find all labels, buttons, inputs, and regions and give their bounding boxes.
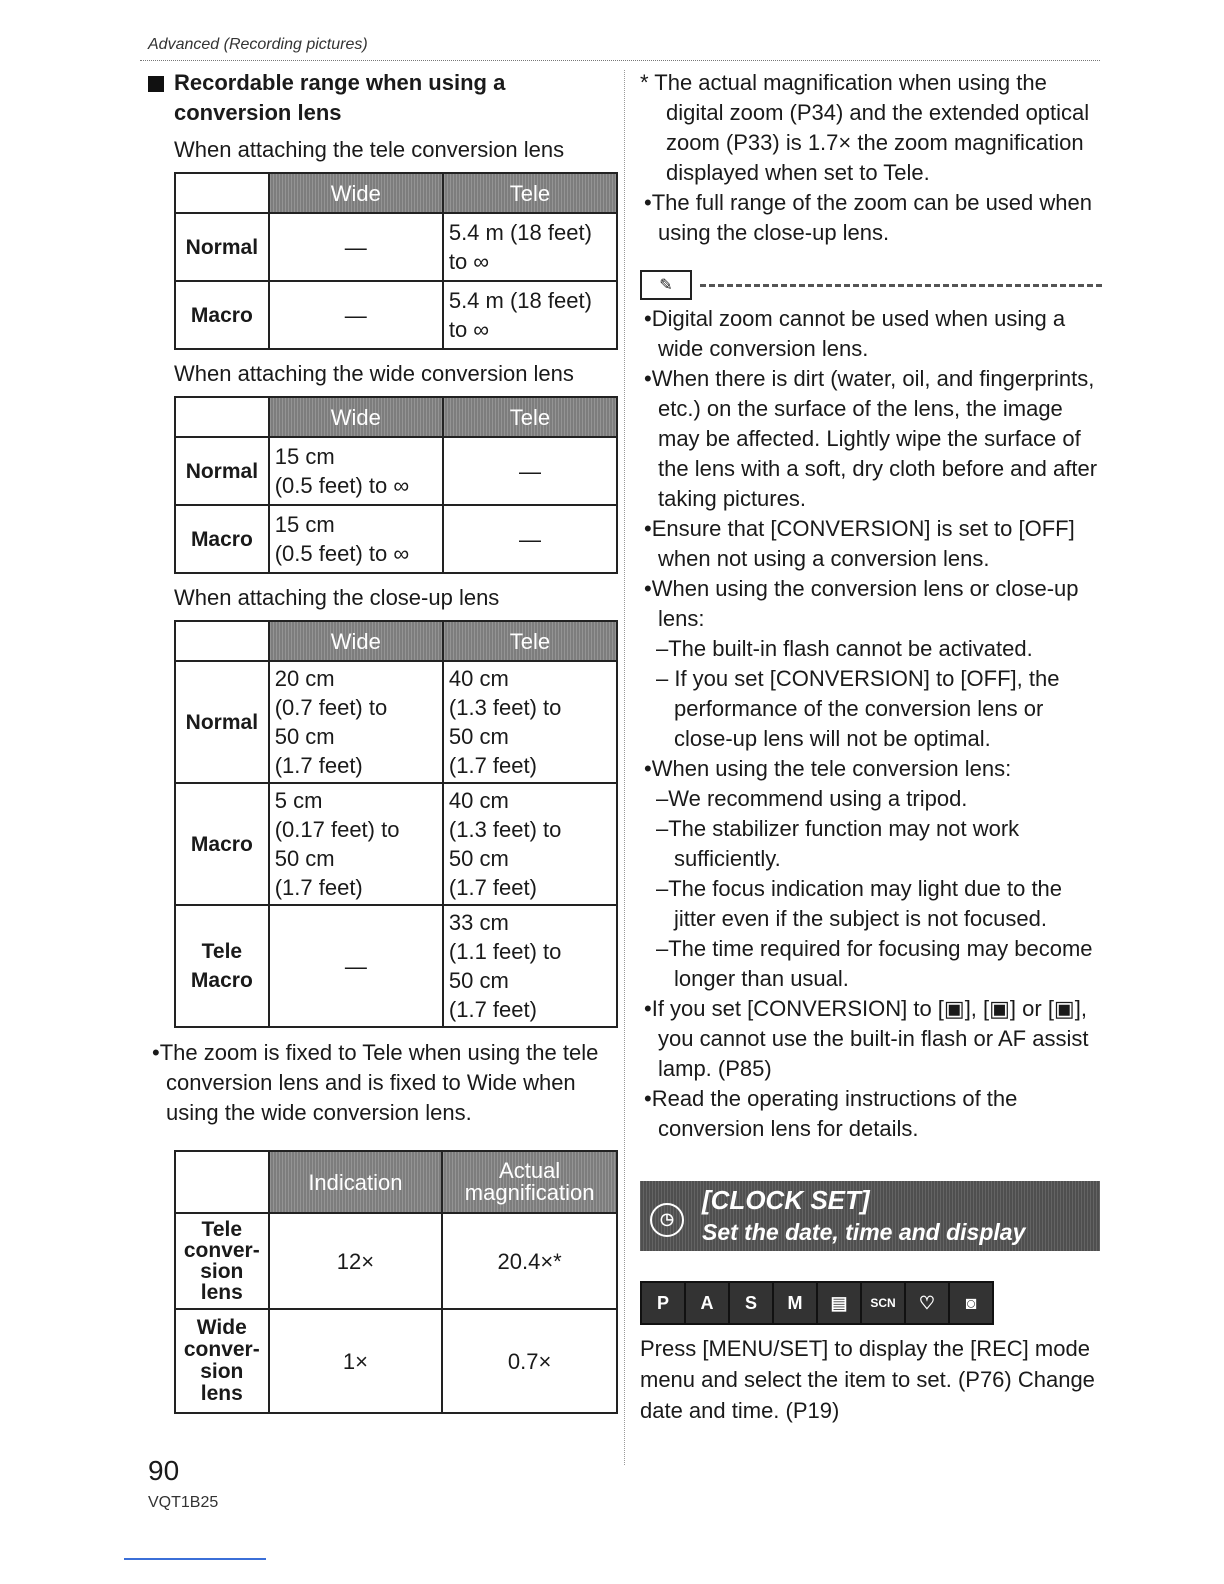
empty-corner [175, 397, 269, 437]
col-header-tele: Tele [443, 621, 617, 661]
cell-line: 15 cm [274, 444, 335, 469]
cell-line: (1.7 feet) [274, 875, 363, 900]
row-label-line: conver- [183, 1239, 260, 1262]
cell [443, 281, 617, 349]
mode-m-icon: M [774, 1283, 818, 1323]
cell-line: 40 cm [448, 666, 509, 691]
table-row [175, 1309, 617, 1413]
cell-line: (0.7 feet) to [274, 695, 388, 720]
cell-line: 5.4 m (18 feet) [448, 220, 592, 245]
closeup-lens-table [174, 620, 618, 1028]
right-column [640, 68, 1102, 1144]
cell [443, 783, 617, 905]
mode-motion-icon: ▤ [818, 1283, 862, 1323]
memo-text: When there is dirt (water, oil, and fingerprints, etc.) on the surface of the lens, the image may be affected. Lightly wipe the surface of the lens with a soft, dry cloth before and after taking pictures. [651, 366, 1098, 511]
press-instructions: Press [MENU/SET] to display the [REC] mode menu and select the item to set. (P76) Change date and time. (P19) [640, 1336, 1095, 1423]
col-header-tele: Tele [443, 173, 617, 213]
row-label: Macro [175, 783, 269, 905]
cell [269, 661, 443, 783]
mode-a-icon: A [686, 1283, 730, 1323]
col-header-wide: Wide [269, 621, 443, 661]
cell-line: 50 cm [448, 724, 509, 749]
memo-subitem: –We recommend using a tripod. [656, 786, 968, 811]
cell-line: 50 cm [448, 968, 509, 993]
full-range-text: The full range of the zoom can be used when using the close-up lens. [651, 190, 1092, 245]
cell-line: 40 cm [448, 788, 509, 813]
memo-item: •When there is dirt (water, oil, and fingerprints, etc.) on the surface of the lens, the image may be affected. Lightly wipe the surface of the lens with a soft, dry cloth before and after taking pictures. [644, 366, 1098, 511]
memo-item: •Read the operating instructions of the conversion lens for details. [644, 1086, 1018, 1141]
memo-subitem: –The stabilizer function may not work sufficiently. [656, 816, 1020, 871]
mode-s-icon: S [730, 1283, 774, 1323]
row-label: Normal [175, 661, 269, 783]
cell: — [269, 905, 443, 1027]
page-number: 90 [148, 1455, 180, 1486]
table-row [175, 905, 617, 1027]
row-label-line: lens [200, 1382, 243, 1405]
memo-subitem: – If you set [CONVERSION] to [OFF], the performance of the conversion lens or close-up lens will not be optimal. [656, 666, 1060, 751]
row-label-line: lens [200, 1281, 243, 1304]
cell-line: (1.7 feet) [448, 997, 537, 1022]
clock-icon: ◷ [650, 1203, 684, 1237]
memo-item: •Digital zoom cannot be used when using a wide conversion lens. [644, 306, 1066, 361]
memo-subitem: –The built-in flash cannot be activated. [656, 636, 1033, 661]
memo-item: •When using the conversion lens or close-up lens: [644, 576, 1079, 631]
cell-line: (1.3 feet) to [448, 817, 562, 842]
cell-line: (1.1 feet) to [448, 939, 562, 964]
memo-text: When using the tele conversion lens: [651, 756, 1012, 781]
asterisk-note: * The actual magnification when using the digital zoom (P34) and the extended optical zoom (P33) is 1.7× the zoom magnification displayed when set to Tele. [640, 70, 1090, 185]
cell-line: 5.4 m (18 feet) [448, 288, 592, 313]
cell-line: 50 cm [274, 724, 335, 749]
magnification-table [174, 1150, 618, 1414]
cell-line: 15 cm [274, 512, 335, 537]
mode-camera-icon: ◙ [950, 1283, 992, 1323]
row-label [175, 905, 269, 1027]
cell-line: (0.17 feet) to [274, 817, 400, 842]
section-title [148, 68, 618, 128]
zoom-note: •The zoom is fixed to Tele when using the tele conversion lens and is fixed to Wide when using the wide conversion lens. [152, 1040, 599, 1125]
zoom-note-text: The zoom is fixed to Tele when using the tele conversion lens and is fixed to Wide when using the wide conversion lens. [159, 1040, 599, 1125]
mode-scn-icon: SCN [862, 1283, 906, 1323]
cell [443, 905, 617, 1027]
table-row [175, 505, 617, 573]
row-label-line: sion [200, 1360, 244, 1383]
cell-line: (1.7 feet) [448, 753, 537, 778]
table-row [175, 281, 617, 349]
mode-heart-icon: ♡ [906, 1283, 950, 1323]
col-header-tele: Tele [443, 397, 617, 437]
empty-corner [175, 621, 269, 661]
cell-line: to ∞ [448, 317, 489, 342]
tele-lens-table [174, 172, 618, 350]
cell-line: to ∞ [448, 249, 489, 274]
memo-text: Read the operating instructions of the conversion lens for details. [651, 1086, 1018, 1141]
banner-title: [CLOCK SET] [702, 1185, 870, 1215]
empty-corner [175, 1151, 269, 1213]
table-row [175, 213, 617, 281]
cell: — [443, 437, 617, 505]
memo-subitem: –The focus indication may light due to the jitter even if the subject is not focused. [656, 876, 1063, 931]
left-column [148, 68, 618, 1424]
col-header-actual: Actual magnification [442, 1151, 617, 1213]
banner-subtitle: Set the date, time and display [702, 1219, 1026, 1245]
memo-item: •When using the tele conversion lens: [644, 756, 1012, 781]
table-row [175, 783, 617, 905]
cell [269, 505, 443, 573]
memo-text: If you set [CONVERSION] to [▣], [▣] or [▣], you cannot use the built-in flash or AF assist lamp. (P85) [651, 996, 1089, 1081]
cell-line: (1.3 feet) to [448, 695, 562, 720]
row-label [175, 1213, 269, 1309]
empty-corner [175, 173, 269, 213]
cell [269, 783, 443, 905]
cell-line: 50 cm [274, 846, 335, 871]
row-label-line: Wide [196, 1316, 247, 1339]
row-label: Normal [175, 213, 269, 281]
blue-underline [124, 1558, 266, 1560]
cell-line: (0.5 feet) to ∞ [274, 473, 410, 498]
memo-subitem: –The time required for focusing may become longer than usual. [656, 936, 1093, 991]
row-label-line: conver- [183, 1338, 260, 1361]
cell: 12× [269, 1213, 443, 1309]
cell [269, 437, 443, 505]
row-label-line: Tele [201, 940, 243, 963]
memo-icon: ✎ [640, 270, 692, 300]
wide-lens-table [174, 396, 618, 574]
cell: 0.7× [442, 1309, 617, 1413]
row-label-line: Tele [201, 1218, 243, 1241]
row-label: Macro [175, 505, 269, 573]
cell-line: 5 cm [274, 788, 323, 813]
table-header-row [175, 173, 617, 213]
cell: — [269, 281, 443, 349]
memo-divider [640, 270, 1102, 300]
tele-lens-lead: When attaching the tele conversion lens [174, 137, 565, 162]
table-row [175, 437, 617, 505]
memo-item: •Ensure that [CONVERSION] is set to [OFF] when not using a conversion lens. [644, 516, 1075, 571]
memo-item: •If you set [CONVERSION] to [▣], [▣] or [▣], you cannot use the built-in flash or AF assist lamp. (P85) [644, 996, 1089, 1081]
row-label-line: sion [200, 1260, 244, 1283]
row-label [175, 1309, 269, 1413]
cell-line: 50 cm [448, 846, 509, 871]
table-header-row [175, 397, 617, 437]
cell-line: (0.5 feet) to ∞ [274, 541, 410, 566]
mode-p-icon: P [642, 1283, 686, 1323]
cell: 20.4×* [442, 1213, 617, 1309]
cell-line: 33 cm [448, 910, 509, 935]
clock-set-banner [640, 1181, 1100, 1251]
cell: — [443, 505, 617, 573]
col-header-wide: Wide [269, 397, 443, 437]
col-header-wide: Wide [269, 173, 443, 213]
cell: — [269, 213, 443, 281]
wide-lens-lead: When attaching the wide conversion lens [174, 361, 574, 386]
cell [443, 213, 617, 281]
closeup-lens-lead: When attaching the close-up lens [174, 585, 500, 610]
memo-text: Digital zoom cannot be used when using a wide conversion lens. [651, 306, 1066, 361]
section-title-text: Recordable range when using a conversion lens [174, 70, 506, 125]
running-header: Advanced (Recording pictures) [148, 36, 368, 53]
table-header-row [175, 1151, 617, 1213]
memo-text: When using the conversion lens or close-up lens: [651, 576, 1079, 631]
cell: 1× [269, 1309, 443, 1413]
table-row [175, 1213, 617, 1309]
square-bullet-icon [148, 76, 164, 92]
header-rule [140, 60, 1100, 61]
cell-line: (1.7 feet) [448, 875, 537, 900]
cell [443, 661, 617, 783]
table-header-row [175, 621, 617, 661]
cell-line: (1.7 feet) [274, 753, 363, 778]
full-range-note: •The full range of the zoom can be used when using the close-up lens. [644, 190, 1092, 245]
memo-text: Ensure that [CONVERSION] is set to [OFF] when not using a conversion lens. [651, 516, 1075, 571]
document-code: VQT1B25 [148, 1494, 219, 1511]
mode-icons-strip [640, 1281, 994, 1325]
cell-line: 20 cm [274, 666, 335, 691]
column-divider [624, 70, 625, 1465]
table-row [175, 661, 617, 783]
col-header-indication: Indication [269, 1151, 443, 1213]
dashed-rule [700, 284, 1102, 287]
row-label-line: Macro [190, 969, 253, 992]
row-label: Normal [175, 437, 269, 505]
row-label: Macro [175, 281, 269, 349]
